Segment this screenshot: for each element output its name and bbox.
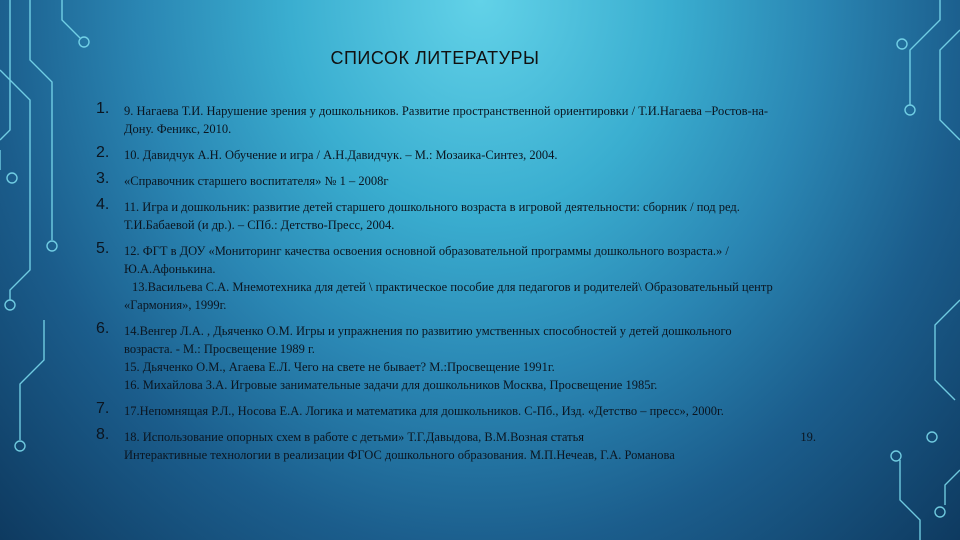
list-item — [96, 428, 856, 464]
item-text: 14.Венгер Л.А. , Дьяченко О.М. Игры и упражнения по развитию умственных способностей у детей дошкольного — [124, 324, 732, 338]
item-text: 11. Игра и дошкольник: развитие детей старшего дошкольного возраста в игровой деятельности: сборник / под ред. — [124, 200, 740, 214]
item-number: 3. — [96, 170, 110, 187]
list-item — [96, 102, 856, 138]
item-number: 5. — [96, 240, 110, 257]
item-text: возраста. - М.: Просвещение 1989 г. — [124, 342, 315, 356]
slide-title: СПИСОК ЛИТЕРАТУРЫ — [330, 48, 540, 68]
reference-list — [96, 102, 856, 472]
item-text: 12. ФГТ в ДОУ «Мониторинг качества освоения основной образовательной программы дошкольного возраста.» / — [124, 244, 729, 258]
item-text — [124, 428, 856, 446]
item-number: 1. — [96, 100, 110, 117]
item-text-main: 18. Использование опорных схем в работе с детьми» Т.Г.Давыдова, В.М.Возная статья — [124, 430, 585, 444]
item-text: 16. Михайлова З.А. Игровые занимательные задачи для дошкольников Москва, Просвещение 1985г. — [124, 378, 658, 392]
item-text: 10. Давидчук А.Н. Обучение и игра / А.Н.Давидчук. – М.: Мозаика-Синтез, 2004. — [124, 148, 558, 162]
item-number: 4. — [96, 196, 110, 213]
list-item — [96, 242, 856, 314]
item-text: «Гармония», 1999г. — [124, 298, 227, 312]
item-text: Т.И.Бабаевой (и др.). – СПб.: Детство-Пресс, 2004. — [124, 218, 395, 232]
item-text: 17.Непомнящая Р.Л., Носова Е.А. Логика и математика для дошкольников. С-Пб., Изд. «Детство – пресс», 2000г. — [124, 404, 724, 418]
list-item — [96, 402, 856, 420]
item-text: 15. Дьяченко О.М., Агаева Е.Л. Чего на свете не бывает? М.:Просвещение 1991г. — [124, 360, 555, 374]
item-text: Ю.А.Афонькина. — [124, 262, 216, 276]
item-number: 2. — [96, 144, 110, 161]
item-text: 9. Нагаева Т.И. Нарушение зрения у дошкольников. Развитие пространственной ориентировки / Т.И.Нагаева –Ростов-на- — [124, 104, 769, 118]
item-number: 6. — [96, 320, 110, 337]
item-text: Дону. Феникс, 2010. — [124, 122, 232, 136]
list-item — [96, 172, 856, 190]
item-number: 7. — [96, 400, 110, 417]
item-text: «Справочник старшего воспитателя» № 1 – 2008г — [124, 174, 389, 188]
list-item — [96, 198, 856, 234]
list-item — [96, 322, 856, 394]
item-number: 8. — [96, 426, 110, 443]
list-item — [96, 146, 856, 164]
trailing-number: 19. — [800, 430, 816, 444]
item-text: Интерактивные технологии в реализации ФГОС дошкольного образования. М.П.Нечеав, Г.А. Романова — [124, 448, 675, 462]
item-text: 13.Васильева С.А. Мнемотехника для детей \ практическое пособие для педагогов и родителей\ Образовательный центр — [132, 280, 773, 294]
